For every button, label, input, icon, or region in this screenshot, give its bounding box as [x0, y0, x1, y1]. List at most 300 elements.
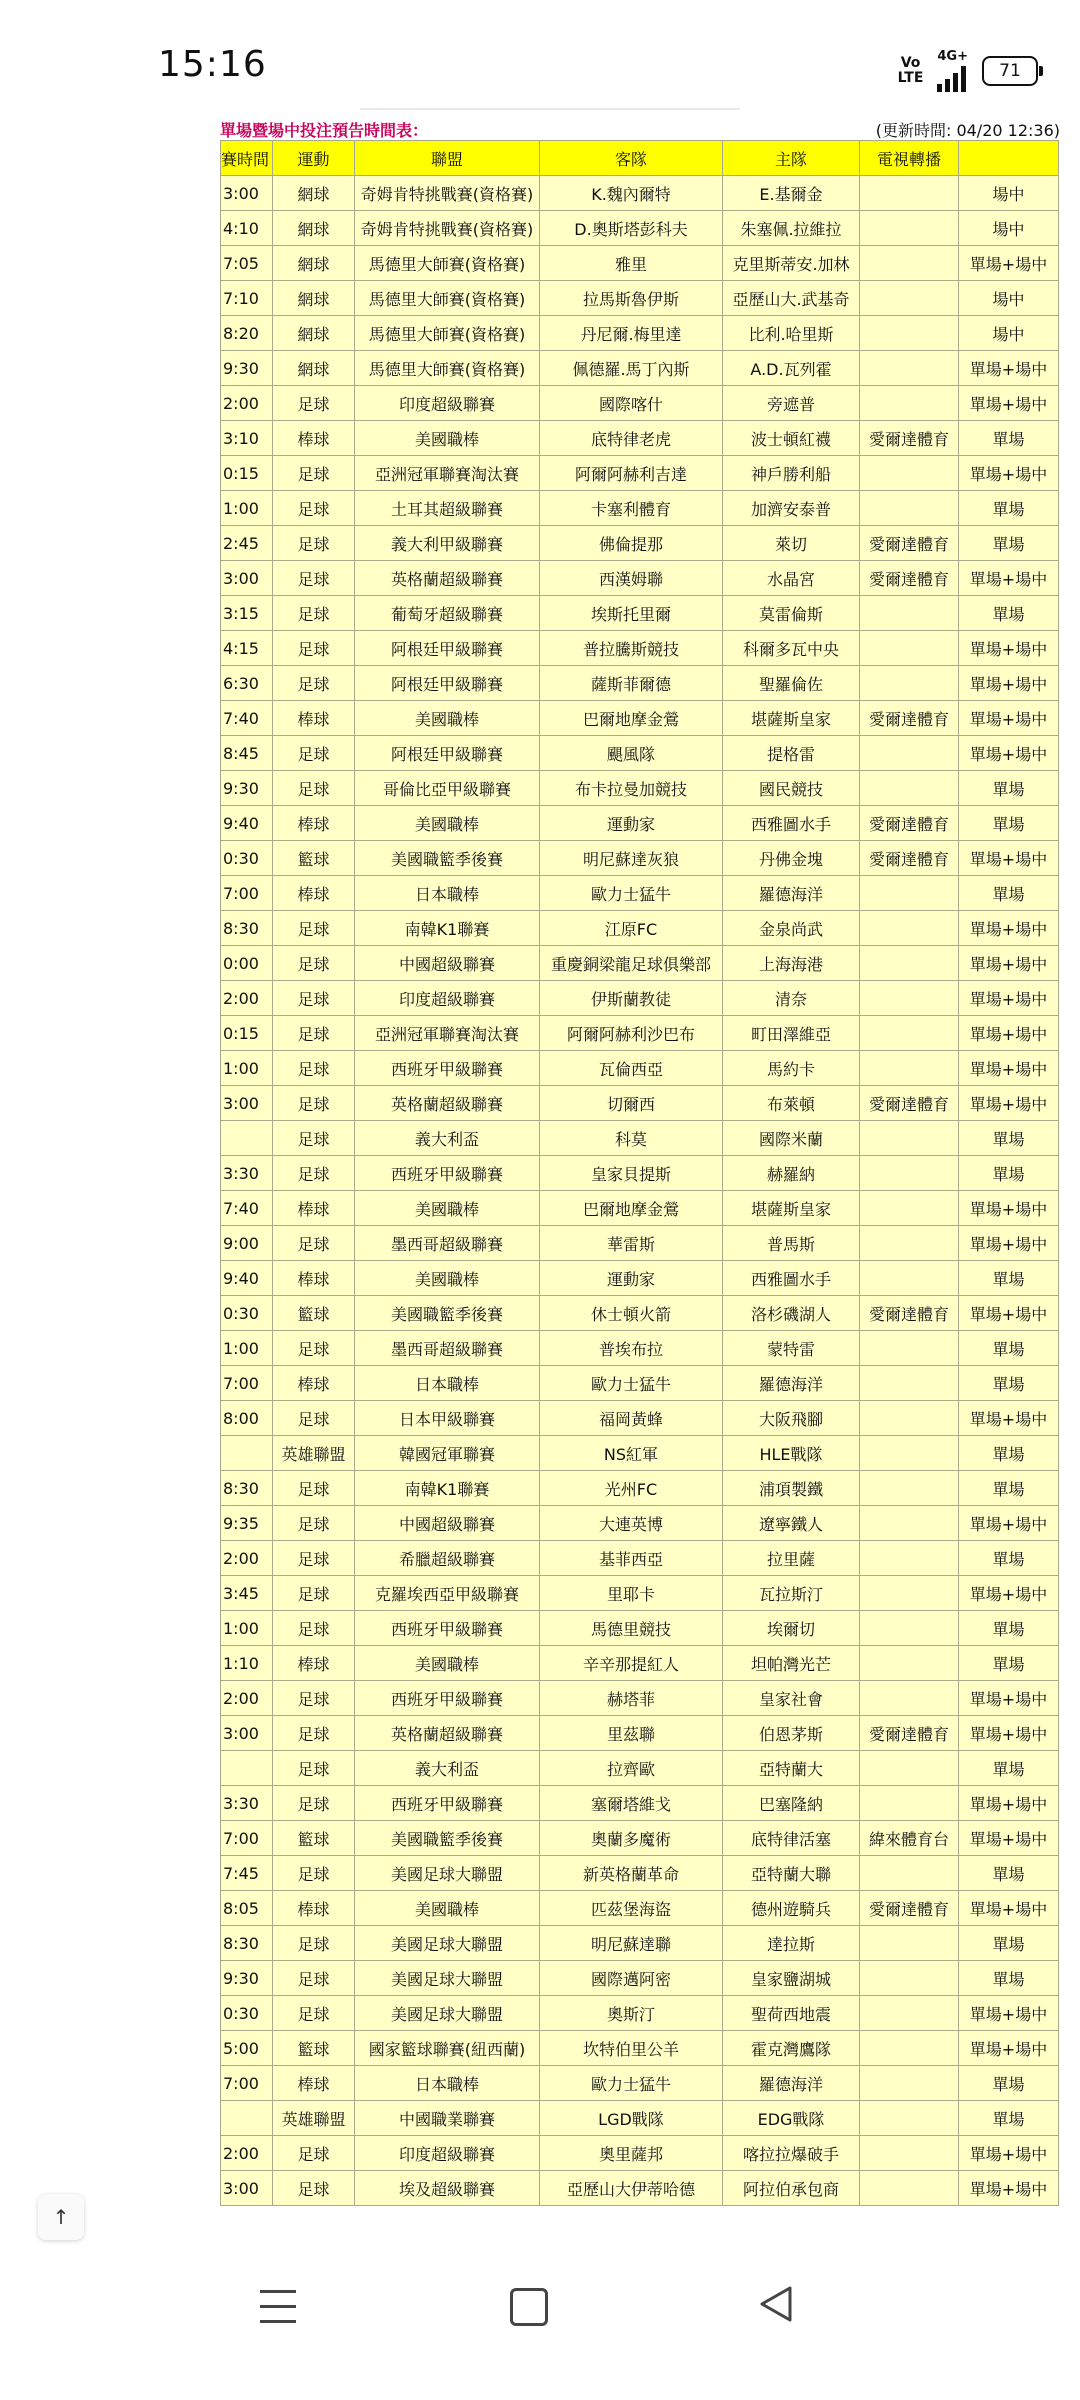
table-row	[221, 666, 1059, 701]
cell-league: 印度超級聯賽	[355, 2136, 540, 2171]
column-header-away: 客隊	[540, 141, 723, 176]
cell-bet: 單場	[959, 1366, 1059, 1401]
table-row	[221, 876, 1059, 911]
table-row	[221, 526, 1059, 561]
cell-tv	[860, 771, 959, 806]
cell-time: 1:00	[221, 1051, 273, 1086]
cell-time: 3:00	[221, 2171, 273, 2206]
cell-away: 丹尼爾.梅里達	[540, 316, 723, 351]
cell-home: 大阪飛腳	[723, 1401, 860, 1436]
cell-sport: 英雄聯盟	[273, 2101, 355, 2136]
table-row	[221, 1261, 1059, 1296]
cell-time: 1:00	[221, 1611, 273, 1646]
cell-sport: 足球	[273, 1961, 355, 1996]
table-row	[221, 1611, 1059, 1646]
navigation-bar	[0, 2248, 1080, 2400]
cell-away: 明尼蘇達聯	[540, 1926, 723, 1961]
cell-away: 科莫	[540, 1121, 723, 1156]
cell-bet: 單場+場中	[959, 1576, 1059, 1611]
cell-time: 8:00	[221, 1401, 273, 1436]
cell-away: 重慶銅梁龍足球俱樂部	[540, 946, 723, 981]
cell-league: 日本職棒	[355, 2066, 540, 2101]
cell-time	[221, 1436, 273, 1471]
cell-tv	[860, 211, 959, 246]
cell-tv	[860, 491, 959, 526]
cell-home: 堪薩斯皇家	[723, 701, 860, 736]
cell-away: 巴爾地摩金鶯	[540, 1191, 723, 1226]
table-row	[221, 1296, 1059, 1331]
cell-home: 神戶勝利船	[723, 456, 860, 491]
cell-bet: 單場+場中	[959, 1086, 1059, 1121]
cell-league: 中國職業聯賽	[355, 2101, 540, 2136]
cell-bet: 單場	[959, 1611, 1059, 1646]
cell-home: 亞特蘭大聯	[723, 1856, 860, 1891]
cell-sport: 足球	[273, 1156, 355, 1191]
table-row	[221, 2136, 1059, 2171]
cell-sport: 足球	[273, 526, 355, 561]
cell-sport: 足球	[273, 1121, 355, 1156]
cell-sport: 足球	[273, 1401, 355, 1436]
cell-league: 美國職棒	[355, 1891, 540, 1926]
cell-home: 遼寧鐵人	[723, 1506, 860, 1541]
cell-home: E.基爾金	[723, 176, 860, 211]
cell-home: 喀拉拉爆破手	[723, 2136, 860, 2171]
cell-sport: 足球	[273, 2171, 355, 2206]
cell-league: 英格蘭超級聯賽	[355, 1716, 540, 1751]
cell-away: 國際喀什	[540, 386, 723, 421]
cell-away: 底特律老虎	[540, 421, 723, 456]
table-row	[221, 2171, 1059, 2206]
cell-league: 南韓K1聯賽	[355, 1471, 540, 1506]
cell-time: 7:00	[221, 1366, 273, 1401]
cell-away: 颶風隊	[540, 736, 723, 771]
sheet-header	[220, 118, 1060, 140]
cell-tv	[860, 1926, 959, 1961]
cell-tv: 愛爾達體育	[860, 561, 959, 596]
cell-tv: 愛爾達體育	[860, 806, 959, 841]
cell-away: 華雷斯	[540, 1226, 723, 1261]
table-row	[221, 1436, 1059, 1471]
cell-tv	[860, 386, 959, 421]
cell-bet: 單場+場中	[959, 1681, 1059, 1716]
cell-league: 英格蘭超級聯賽	[355, 561, 540, 596]
scroll-top-button[interactable]	[38, 2194, 84, 2240]
cell-home: 波士頓紅襪	[723, 421, 860, 456]
table-row	[221, 1926, 1059, 1961]
table-row	[221, 1156, 1059, 1191]
cell-bet: 單場	[959, 1331, 1059, 1366]
cell-away: NS紅軍	[540, 1436, 723, 1471]
cell-bet: 單場	[959, 1926, 1059, 1961]
cell-tv	[860, 736, 959, 771]
cell-away: 阿爾阿赫利沙巴布	[540, 1016, 723, 1051]
cell-league: 美國職籃季後賽	[355, 841, 540, 876]
table-row	[221, 1226, 1059, 1261]
cell-sport: 足球	[273, 1471, 355, 1506]
table-row	[221, 2066, 1059, 2101]
table-row	[221, 211, 1059, 246]
cell-tv	[860, 1436, 959, 1471]
cell-away: 新英格蘭革命	[540, 1856, 723, 1891]
cell-time: 9:00	[221, 1226, 273, 1261]
column-header-time: 賽時間	[221, 141, 273, 176]
cell-tv: 愛爾達體育	[860, 421, 959, 456]
cell-time: 0:15	[221, 456, 273, 491]
cell-league: 克羅埃西亞甲級聯賽	[355, 1576, 540, 1611]
cell-bet: 單場	[959, 1121, 1059, 1156]
cell-home: 亞歷山大.武基奇	[723, 281, 860, 316]
cell-home: 底特律活塞	[723, 1821, 860, 1856]
cell-home: 羅德海洋	[723, 1366, 860, 1401]
cell-bet: 單場+場中	[959, 1821, 1059, 1856]
cell-home: A.D.瓦列霍	[723, 351, 860, 386]
cell-away: 歐力士猛牛	[540, 876, 723, 911]
cell-tv	[860, 2171, 959, 2206]
cell-league: 美國足球大聯盟	[355, 1856, 540, 1891]
cell-time	[221, 1121, 273, 1156]
column-header-tv: 電視轉播	[860, 141, 959, 176]
table-row	[221, 911, 1059, 946]
cell-time: 9:35	[221, 1506, 273, 1541]
cell-league: 日本職棒	[355, 1366, 540, 1401]
cell-home: 旁遮普	[723, 386, 860, 421]
cell-sport: 足球	[273, 946, 355, 981]
schedule-table	[220, 140, 1059, 2206]
signal-bars-icon	[937, 64, 966, 92]
cell-tv	[860, 1191, 959, 1226]
cell-league: 阿根廷甲級聯賽	[355, 631, 540, 666]
cell-tv	[860, 631, 959, 666]
cell-home: 蒙特雷	[723, 1331, 860, 1366]
cell-sport: 籃球	[273, 2031, 355, 2066]
cell-away: 雅里	[540, 246, 723, 281]
cell-league: 奇姆肯特挑戰賽(資格賽)	[355, 211, 540, 246]
cell-time: 2:00	[221, 1681, 273, 1716]
battery-level: 71	[999, 61, 1021, 81]
cell-sport: 足球	[273, 561, 355, 596]
cell-tv	[860, 1051, 959, 1086]
cell-tv	[860, 1961, 959, 1996]
cell-time: 7:40	[221, 701, 273, 736]
cell-bet: 單場	[959, 1961, 1059, 1996]
cell-bet: 單場	[959, 876, 1059, 911]
cell-home: 布萊頓	[723, 1086, 860, 1121]
cell-away: 切爾西	[540, 1086, 723, 1121]
cell-time: 4:10	[221, 211, 273, 246]
cell-time: 8:45	[221, 736, 273, 771]
cell-sport: 足球	[273, 1751, 355, 1786]
cell-time: 3:30	[221, 1786, 273, 1821]
cell-tv	[860, 1401, 959, 1436]
cell-away: LGD戰隊	[540, 2101, 723, 2136]
cell-league: 印度超級聯賽	[355, 386, 540, 421]
cell-time: 3:00	[221, 176, 273, 211]
cell-time: 7:00	[221, 2066, 273, 2101]
cell-time: 7:10	[221, 281, 273, 316]
cell-home: 國民競技	[723, 771, 860, 806]
cell-time: 9:40	[221, 1261, 273, 1296]
table-header-row	[221, 141, 1059, 176]
cell-away: 辛辛那提紅人	[540, 1646, 723, 1681]
cell-bet: 單場+場中	[959, 981, 1059, 1016]
cell-time: 8:05	[221, 1891, 273, 1926]
cell-home: 清奈	[723, 981, 860, 1016]
cell-time: 8:30	[221, 1926, 273, 1961]
cell-tv: 愛爾達體育	[860, 1891, 959, 1926]
cell-time: 1:10	[221, 1646, 273, 1681]
cell-home: 提格雷	[723, 736, 860, 771]
cell-sport: 足球	[273, 491, 355, 526]
cell-league: 馬德里大師賽(資格賽)	[355, 351, 540, 386]
cell-sport: 網球	[273, 246, 355, 281]
cell-bet: 單場+場中	[959, 1051, 1059, 1086]
cell-home: 巴塞隆納	[723, 1786, 860, 1821]
cell-tv	[860, 946, 959, 981]
cell-away: 佛倫提那	[540, 526, 723, 561]
cell-league: 哥倫比亞甲級聯賽	[355, 771, 540, 806]
cell-home: 上海海港	[723, 946, 860, 981]
cell-sport: 網球	[273, 176, 355, 211]
cell-bet: 單場	[959, 1436, 1059, 1471]
cell-league: 墨西哥超級聯賽	[355, 1331, 540, 1366]
cell-tv	[860, 666, 959, 701]
cell-time: 3:10	[221, 421, 273, 456]
cell-time: 9:30	[221, 1961, 273, 1996]
table-row	[221, 1856, 1059, 1891]
cell-tv	[860, 1016, 959, 1051]
cell-time: 8:30	[221, 911, 273, 946]
cell-tv	[860, 1856, 959, 1891]
cell-bet: 單場+場中	[959, 1891, 1059, 1926]
cell-bet: 單場+場中	[959, 561, 1059, 596]
table-row	[221, 491, 1059, 526]
cell-home: 西雅圖水手	[723, 1261, 860, 1296]
clock: 15:16	[158, 44, 267, 85]
cell-time: 3:00	[221, 561, 273, 596]
table-row	[221, 421, 1059, 456]
cell-league: 美國職棒	[355, 1646, 540, 1681]
menu-icon[interactable]	[260, 2290, 296, 2335]
cell-bet: 單場	[959, 771, 1059, 806]
cell-away: 普拉騰斯競技	[540, 631, 723, 666]
back-icon[interactable]	[756, 2284, 796, 2324]
cell-home: 羅德海洋	[723, 2066, 860, 2101]
cell-league: 美國足球大聯盟	[355, 1926, 540, 1961]
cell-league: 義大利盃	[355, 1751, 540, 1786]
cell-tv	[860, 1611, 959, 1646]
cell-tv: 愛爾達體育	[860, 1716, 959, 1751]
cell-bet: 單場+場中	[959, 351, 1059, 386]
cell-tv: 愛爾達體育	[860, 841, 959, 876]
cell-league: 奇姆肯特挑戰賽(資格賽)	[355, 176, 540, 211]
table-row	[221, 176, 1059, 211]
cell-bet: 場中	[959, 176, 1059, 211]
cell-tv	[860, 1331, 959, 1366]
cell-home: 坦帕灣光芒	[723, 1646, 860, 1681]
cell-tv	[860, 596, 959, 631]
cell-time: 9:40	[221, 806, 273, 841]
cell-away: 里茲聯	[540, 1716, 723, 1751]
cell-sport: 網球	[273, 351, 355, 386]
table-row	[221, 561, 1059, 596]
cell-tv: 愛爾達體育	[860, 1086, 959, 1121]
cell-sport: 足球	[273, 1226, 355, 1261]
schedule-sheet	[220, 118, 1060, 2206]
home-icon[interactable]	[510, 2288, 548, 2326]
cell-away: 阿爾阿赫利吉達	[540, 456, 723, 491]
cell-away: 巴爾地摩金鶯	[540, 701, 723, 736]
cell-bet: 場中	[959, 281, 1059, 316]
cell-away: 奧斯汀	[540, 1996, 723, 2031]
cell-league: 西班牙甲級聯賽	[355, 1156, 540, 1191]
cell-league: 阿根廷甲級聯賽	[355, 736, 540, 771]
cell-away: 運動家	[540, 806, 723, 841]
cell-bet: 單場+場中	[959, 911, 1059, 946]
cell-away: 馬德里競技	[540, 1611, 723, 1646]
table-row	[221, 1506, 1059, 1541]
cell-league: 美國職籃季後賽	[355, 1821, 540, 1856]
cell-away: 國際邁阿密	[540, 1961, 723, 1996]
cell-tv	[860, 1261, 959, 1296]
cell-bet: 單場+場中	[959, 1996, 1059, 2031]
cell-time: 2:00	[221, 2136, 273, 2171]
cell-league: 中國超級聯賽	[355, 946, 540, 981]
cell-away: 薩斯菲爾德	[540, 666, 723, 701]
cell-sport: 棒球	[273, 1191, 355, 1226]
cell-sport: 籃球	[273, 1296, 355, 1331]
cell-home: 水晶宮	[723, 561, 860, 596]
cell-away: 佩德羅.馬丁內斯	[540, 351, 723, 386]
cell-league: 阿根廷甲級聯賽	[355, 666, 540, 701]
cell-tv: 愛爾達體育	[860, 526, 959, 561]
cell-sport: 網球	[273, 281, 355, 316]
cell-home: EDG戰隊	[723, 2101, 860, 2136]
cell-sport: 英雄聯盟	[273, 1436, 355, 1471]
cell-away: 奧里薩邦	[540, 2136, 723, 2171]
cell-home: 皇家社會	[723, 1681, 860, 1716]
network-icon	[937, 50, 968, 92]
cell-sport: 網球	[273, 211, 355, 246]
cell-home: 聖荷西地震	[723, 1996, 860, 2031]
cell-league: 西班牙甲級聯賽	[355, 1681, 540, 1716]
cell-sport: 籃球	[273, 1821, 355, 1856]
table-row	[221, 386, 1059, 421]
update-time: (更新時間: 04/20 12:36)	[875, 121, 1060, 140]
cell-time: 7:00	[221, 1821, 273, 1856]
cell-sport: 棒球	[273, 2066, 355, 2101]
cell-home: 霍克灣鷹隊	[723, 2031, 860, 2066]
cell-sport: 足球	[273, 631, 355, 666]
cell-sport: 棒球	[273, 421, 355, 456]
cell-bet: 單場+場中	[959, 1226, 1059, 1261]
cell-time: 2:00	[221, 981, 273, 1016]
cell-sport: 足球	[273, 1716, 355, 1751]
table-row	[221, 736, 1059, 771]
cell-away: 江原FC	[540, 911, 723, 946]
cell-sport: 足球	[273, 1611, 355, 1646]
cell-home: 町田澤維亞	[723, 1016, 860, 1051]
cell-time: 5:00	[221, 2031, 273, 2066]
cell-home: 赫羅納	[723, 1156, 860, 1191]
table-row	[221, 1051, 1059, 1086]
cell-home: 西雅圖水手	[723, 806, 860, 841]
cell-sport: 足球	[273, 1506, 355, 1541]
cell-away: 皇家貝提斯	[540, 1156, 723, 1191]
cell-league: 埃及超級聯賽	[355, 2171, 540, 2206]
cell-sport: 網球	[273, 316, 355, 351]
column-header-sport: 運動	[273, 141, 355, 176]
cell-time: 3:30	[221, 1156, 273, 1191]
cell-time: 6:30	[221, 666, 273, 701]
cell-away: 休士頓火箭	[540, 1296, 723, 1331]
cell-time: 7:45	[221, 1856, 273, 1891]
cell-bet: 單場	[959, 1541, 1059, 1576]
cell-home: 朱塞佩.拉維拉	[723, 211, 860, 246]
table-row	[221, 2101, 1059, 2136]
cell-tv	[860, 1576, 959, 1611]
column-header-bet	[959, 141, 1059, 176]
table-row	[221, 1121, 1059, 1156]
cell-time: 2:00	[221, 1541, 273, 1576]
cell-time: 9:30	[221, 351, 273, 386]
cell-away: 匹茲堡海盜	[540, 1891, 723, 1926]
cell-league: 美國足球大聯盟	[355, 1996, 540, 2031]
table-row	[221, 1541, 1059, 1576]
cell-home: 達拉斯	[723, 1926, 860, 1961]
cell-home: 洛杉磯湖人	[723, 1296, 860, 1331]
cell-tv	[860, 1156, 959, 1191]
cell-time: 3:15	[221, 596, 273, 631]
table-row	[221, 1401, 1059, 1436]
cell-league: 美國職棒	[355, 1191, 540, 1226]
cell-away: K.魏內爾特	[540, 176, 723, 211]
cell-tv	[860, 281, 959, 316]
cell-time: 1:00	[221, 491, 273, 526]
cell-home: 加濟安泰普	[723, 491, 860, 526]
cell-tv	[860, 456, 959, 491]
cell-tv	[860, 876, 959, 911]
cell-sport: 足球	[273, 736, 355, 771]
table-row	[221, 2031, 1059, 2066]
cell-sport: 足球	[273, 1016, 355, 1051]
cell-bet: 單場+場中	[959, 1016, 1059, 1051]
cell-home: 瓦拉斯汀	[723, 1576, 860, 1611]
cell-tv	[860, 2136, 959, 2171]
cell-tv	[860, 316, 959, 351]
cell-sport: 足球	[273, 911, 355, 946]
cell-time: 7:40	[221, 1191, 273, 1226]
arrow-up-icon: ↑	[52, 2205, 70, 2229]
cell-tv	[860, 981, 959, 1016]
cell-tv: 愛爾達體育	[860, 701, 959, 736]
cell-league: 希臘超級聯賽	[355, 1541, 540, 1576]
cell-time: 3:00	[221, 1086, 273, 1121]
cell-bet: 單場+場中	[959, 1296, 1059, 1331]
cell-league: 義大利甲級聯賽	[355, 526, 540, 561]
cell-time: 3:45	[221, 1576, 273, 1611]
cell-sport: 足球	[273, 1856, 355, 1891]
cell-home: 普馬斯	[723, 1226, 860, 1261]
cell-home: 國際米蘭	[723, 1121, 860, 1156]
cell-home: 亞特蘭大	[723, 1751, 860, 1786]
cell-sport: 足球	[273, 666, 355, 701]
cell-tv	[860, 1786, 959, 1821]
table-row	[221, 1716, 1059, 1751]
cell-league: 義大利盃	[355, 1121, 540, 1156]
cell-away: 亞歷山大伊蒂哈德	[540, 2171, 723, 2206]
cell-time: 7:05	[221, 246, 273, 281]
table-row	[221, 246, 1059, 281]
